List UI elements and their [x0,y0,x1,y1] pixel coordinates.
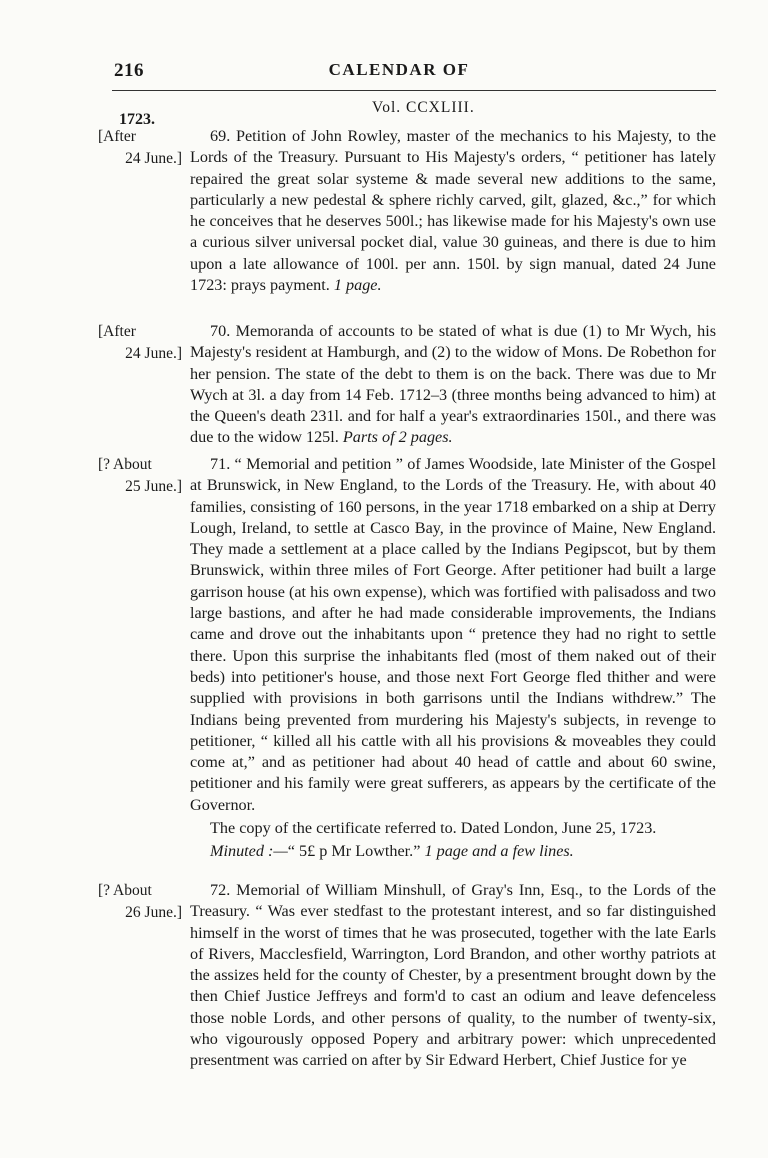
entry-text [190,126,716,296]
entry-text [190,321,716,449]
volume-heading: Vol. CCXLIII. [372,99,475,116]
entry-body: 71. “ Memorial and petition ” of James Woodside, late Minister of the Gospel at Brunswick, in New England, to the Lords of the Treasury. He, with about 40 families, consisting of 160 persons, in the year 1718 embarked on a ship at Derry Lough, Ireland, to settle at Casco Bay, in the province of Maine, New England. They made a settlement at a place called by the Indians Pegipscot, but by them Brunswick, within three miles of Fort George. After petitioner had built a large garrison house (at his own expense), which was fortified with palisadoss and two large bastions, and after he had made considerable improvements, the Indians came and drove out the inhabitants upon “ pretence they had no right to settle there. Upon this surprise the inhabitants fled (most of them naked out of their beds) into petitioner's house, and those next Fort George fled thither and were supplied with provisions in both garrisons until the Indians withdrew.” The Indians being prevented from murdering his Majesty's subjects, in revenge to petitioner, “ killed all his cattle with all his provisions & moveables they could come at,” and as petitioner had about 40 head of cattle and about 60 swine, petitioner and his family were great sufferers, as appears by the certificate of the Governor. [190,455,716,814]
entry-date [98,454,182,498]
entry-date-line1: [After [98,128,136,145]
minuted-label: Minuted :— [210,842,288,861]
entry-date-line1: [After [98,323,136,340]
entry-date [98,880,182,924]
entry-date-line2: 26 June.] [125,904,182,921]
entry-date-line1: [? About [98,456,152,473]
entry-date-line2: 25 June.] [125,478,182,495]
entry-body: 70. Memoranda of accounts to be stated of what is due (1) to Mr Wych, his Majesty's resident at Hamburgh, and (2) to the widow of Mons. De Robethon for her pension. The state of the debt to them is on the back. There was due to Mr Wych at 3l. a day from 14 Feb. 1712–3 (three months being advanced to him) at the Queen's death 231l. and for half a year's extraordinaries 150l., and there was due to the widow 125l. [190,322,716,447]
entry-body: 72. Memorial of William Minshull, of Gray's Inn, Esq., to the Lords of the Treasury. “ Was ever stedfast to the protestant interest, and so far distinguished himself in the worst of times that he was prosecuted, together with the late Earls of Rivers, Macclesfield, Warrington, Lord Brandon, and other worthy patriots at the assizes held for the county of Chester, by a presentment brought down by the then Chief Justice Jeffreys and form'd to cast an odium and leave defenceless those noble Lords, and other persons of quality, to the number of twenty-six, who vigourously opposed Popery and arbitrary power: which unprecedented presentment was carried on after by Sir Edward Herbert, Chief Justice for ye [190,881,716,1070]
entry-date-line2: 24 June.] [125,150,182,167]
entry-date [98,126,182,170]
header-rule [112,90,716,91]
entry-text [190,880,716,1072]
entry-page-note: 1 page and a few lines. [424,842,574,861]
page-number: 216 [114,60,144,81]
entry-page-note: Parts of 2 pages. [342,428,453,447]
entry-date [98,321,182,365]
year-marker: 1723. [119,111,155,128]
entry-body: 69. Petition of John Rowley, master of the mechanics to his Majesty, to the Lords of the Treasury. Pursuant to His Majesty's orders, “ petitioner has lately repaired the great solar systeme & made several new additions to the same, particularly a new pedestal & sphere richly carved, gilt, glazed, &c.,” for which he conceives that he deserves 500l.; has likewise made for his Majesty's own use a curious silver universal pocket dial, value 30 guineas, and there is due to him upon a late allowance of 100l. per ann. 150l. by sign manual, dated 24 June 1723: prays payment. [190,127,716,295]
entry-date-line1: [? About [98,882,152,899]
entry-certificate: The copy of the certificate referred to. Dated London, June 25, 1723. [210,819,657,838]
minuted-text: “ 5£ p Mr Lowther.” [287,842,421,861]
running-head: CALENDAR OF [328,60,470,79]
entry-page-note: 1 page. [333,276,382,295]
entry-text [190,454,716,863]
entry-date-line2: 24 June.] [125,345,182,362]
